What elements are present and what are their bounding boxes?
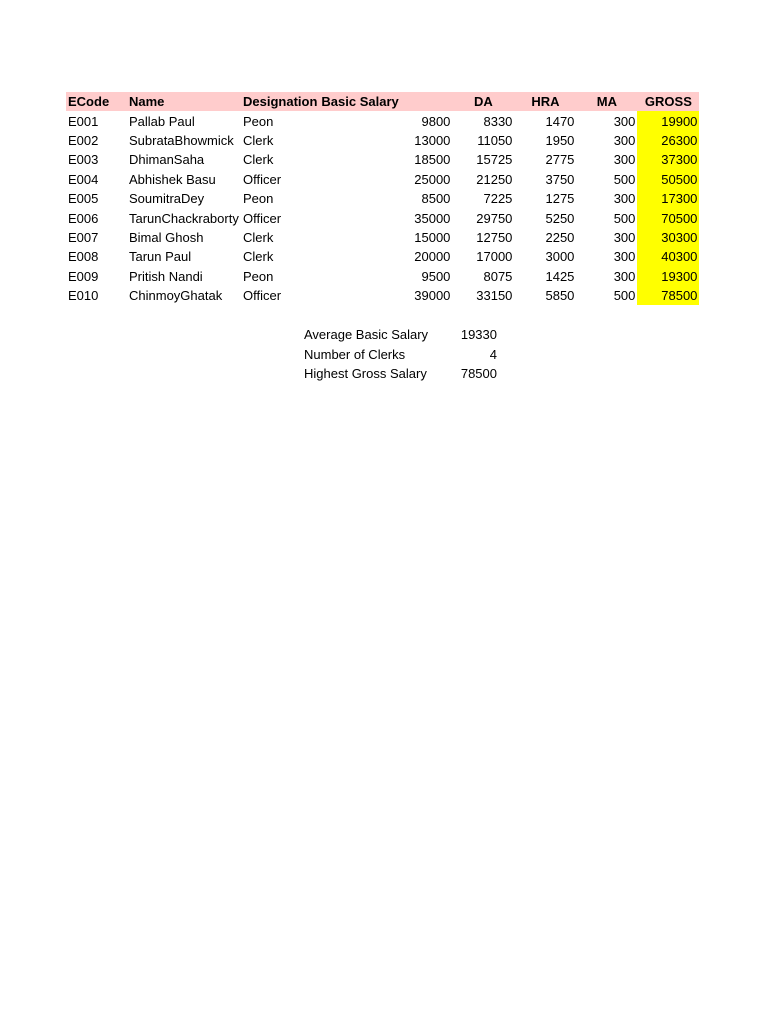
summary-label: Highest Gross Salary <box>304 365 427 381</box>
table-row <box>66 170 699 189</box>
cell-ecode: E002 <box>68 132 99 148</box>
cell-ecode: E008 <box>68 249 99 265</box>
cell-ecode: E004 <box>68 171 99 187</box>
cell-da: 15725 <box>476 152 513 168</box>
cell-gross: 19300 <box>637 267 699 286</box>
cell-designation: Officer <box>243 210 282 226</box>
cell-hra: 1275 <box>545 191 575 207</box>
cell-designation: Peon <box>243 268 274 284</box>
cell-basic-salary: 8500 <box>421 191 451 207</box>
cell-ecode: E003 <box>68 152 99 168</box>
cell-name: Pritish Nandi <box>129 268 203 284</box>
cell-gross: 37300 <box>637 150 699 169</box>
cell-ma: 300 <box>613 229 636 245</box>
table-row <box>66 228 699 247</box>
cell-designation: Clerk <box>243 229 274 245</box>
cell-ecode: E009 <box>68 268 99 284</box>
cell-da: 8330 <box>483 113 513 129</box>
table-row <box>66 286 699 305</box>
cell-ma: 300 <box>613 191 636 207</box>
cell-ma: 300 <box>613 113 636 129</box>
summary-value: 19330 <box>460 327 497 343</box>
cell-gross: 70500 <box>637 208 699 227</box>
cell-ecode: E005 <box>68 191 99 207</box>
cell-name: DhimanSaha <box>129 152 205 168</box>
header-row <box>66 92 699 111</box>
table-row <box>66 131 699 150</box>
cell-ecode: E001 <box>68 113 99 129</box>
cell-gross: 50500 <box>637 170 699 189</box>
header-ecode: ECode <box>68 94 110 110</box>
cell-basic-salary: 13000 <box>414 132 451 148</box>
table-row <box>66 208 699 227</box>
salary-table <box>66 92 699 305</box>
header-name: Name <box>129 94 165 110</box>
summary-label: Number of Clerks <box>304 346 406 362</box>
summary-table <box>302 325 499 383</box>
cell-gross: 40300 <box>637 247 699 266</box>
cell-ecode: E010 <box>68 288 99 304</box>
cell-gross: 78500 <box>637 286 699 305</box>
summary-body <box>302 325 499 383</box>
cell-name: ChinmoyGhatak <box>129 288 223 304</box>
summary-row <box>302 364 499 383</box>
cell-da: 21250 <box>476 171 513 187</box>
cell-name: SoumitraDey <box>129 191 205 207</box>
header-da: DA <box>474 94 493 110</box>
header-designation: Designation <box>243 94 318 110</box>
table-row <box>66 267 699 286</box>
table-row <box>66 247 699 266</box>
cell-hra: 3000 <box>545 249 575 265</box>
header-basic-salary: Basic Salary <box>321 94 399 110</box>
summary-label: Average Basic Salary <box>304 327 429 343</box>
cell-name: SubrataBhowmick <box>129 132 234 148</box>
cell-ma: 300 <box>613 132 636 148</box>
table-row <box>66 189 699 208</box>
cell-da: 7225 <box>483 191 513 207</box>
cell-da: 33150 <box>476 288 513 304</box>
cell-hra: 3750 <box>545 171 575 187</box>
cell-ma: 500 <box>613 171 636 187</box>
cell-da: 8075 <box>483 268 513 284</box>
summary-value: 4 <box>489 346 497 362</box>
cell-gross: 19900 <box>637 111 699 130</box>
cell-hra: 1470 <box>545 113 575 129</box>
cell-basic-salary: 39000 <box>414 288 451 304</box>
cell-gross: 26300 <box>637 131 699 150</box>
cell-basic-salary: 18500 <box>414 152 451 168</box>
table-row <box>66 111 699 130</box>
cell-ma: 500 <box>613 288 636 304</box>
header-gross: GROSS <box>644 94 692 110</box>
cell-basic-salary: 25000 <box>414 171 451 187</box>
cell-hra: 1425 <box>545 268 575 284</box>
header-ma: MA <box>596 94 618 110</box>
cell-ecode: E007 <box>68 229 99 245</box>
cell-designation: Officer <box>243 288 282 304</box>
header-hra: HRA <box>531 94 560 110</box>
cell-name: Pallab Paul <box>129 113 195 129</box>
cell-basic-salary: 9800 <box>421 113 451 129</box>
cell-ma: 300 <box>613 268 636 284</box>
table-body <box>66 111 699 305</box>
cell-ecode: E006 <box>68 210 99 226</box>
cell-basic-salary: 9500 <box>421 268 451 284</box>
cell-hra: 1950 <box>545 132 575 148</box>
cell-da: 11050 <box>477 132 513 148</box>
cell-name: Tarun Paul <box>129 249 192 265</box>
cell-gross: 30300 <box>637 228 699 247</box>
cell-hra: 2775 <box>545 152 575 168</box>
cell-designation: Officer <box>243 171 282 187</box>
cell-designation: Clerk <box>243 132 274 148</box>
cell-da: 29750 <box>476 210 513 226</box>
summary-row <box>302 344 499 363</box>
cell-designation: Peon <box>243 113 274 129</box>
cell-name: Bimal Ghosh <box>129 229 204 245</box>
cell-basic-salary: 15000 <box>414 229 451 245</box>
table-row <box>66 150 699 169</box>
cell-ma: 500 <box>613 210 636 226</box>
cell-hra: 2250 <box>545 229 575 245</box>
cell-da: 17000 <box>476 249 513 265</box>
cell-gross: 17300 <box>637 189 699 208</box>
cell-designation: Peon <box>243 191 274 207</box>
cell-ma: 300 <box>613 152 636 168</box>
cell-basic-salary: 20000 <box>414 249 451 265</box>
cell-da: 12750 <box>476 229 513 245</box>
cell-basic-salary: 35000 <box>414 210 451 226</box>
cell-name: TarunChackraborty <box>129 210 239 226</box>
cell-hra: 5250 <box>545 210 575 226</box>
summary-value: 78500 <box>460 365 497 381</box>
cell-designation: Clerk <box>243 152 274 168</box>
summary-row <box>302 325 499 344</box>
cell-designation: Clerk <box>243 249 274 265</box>
cell-ma: 300 <box>613 249 636 265</box>
cell-name: Abhishek Basu <box>129 171 216 187</box>
cell-hra: 5850 <box>545 288 575 304</box>
